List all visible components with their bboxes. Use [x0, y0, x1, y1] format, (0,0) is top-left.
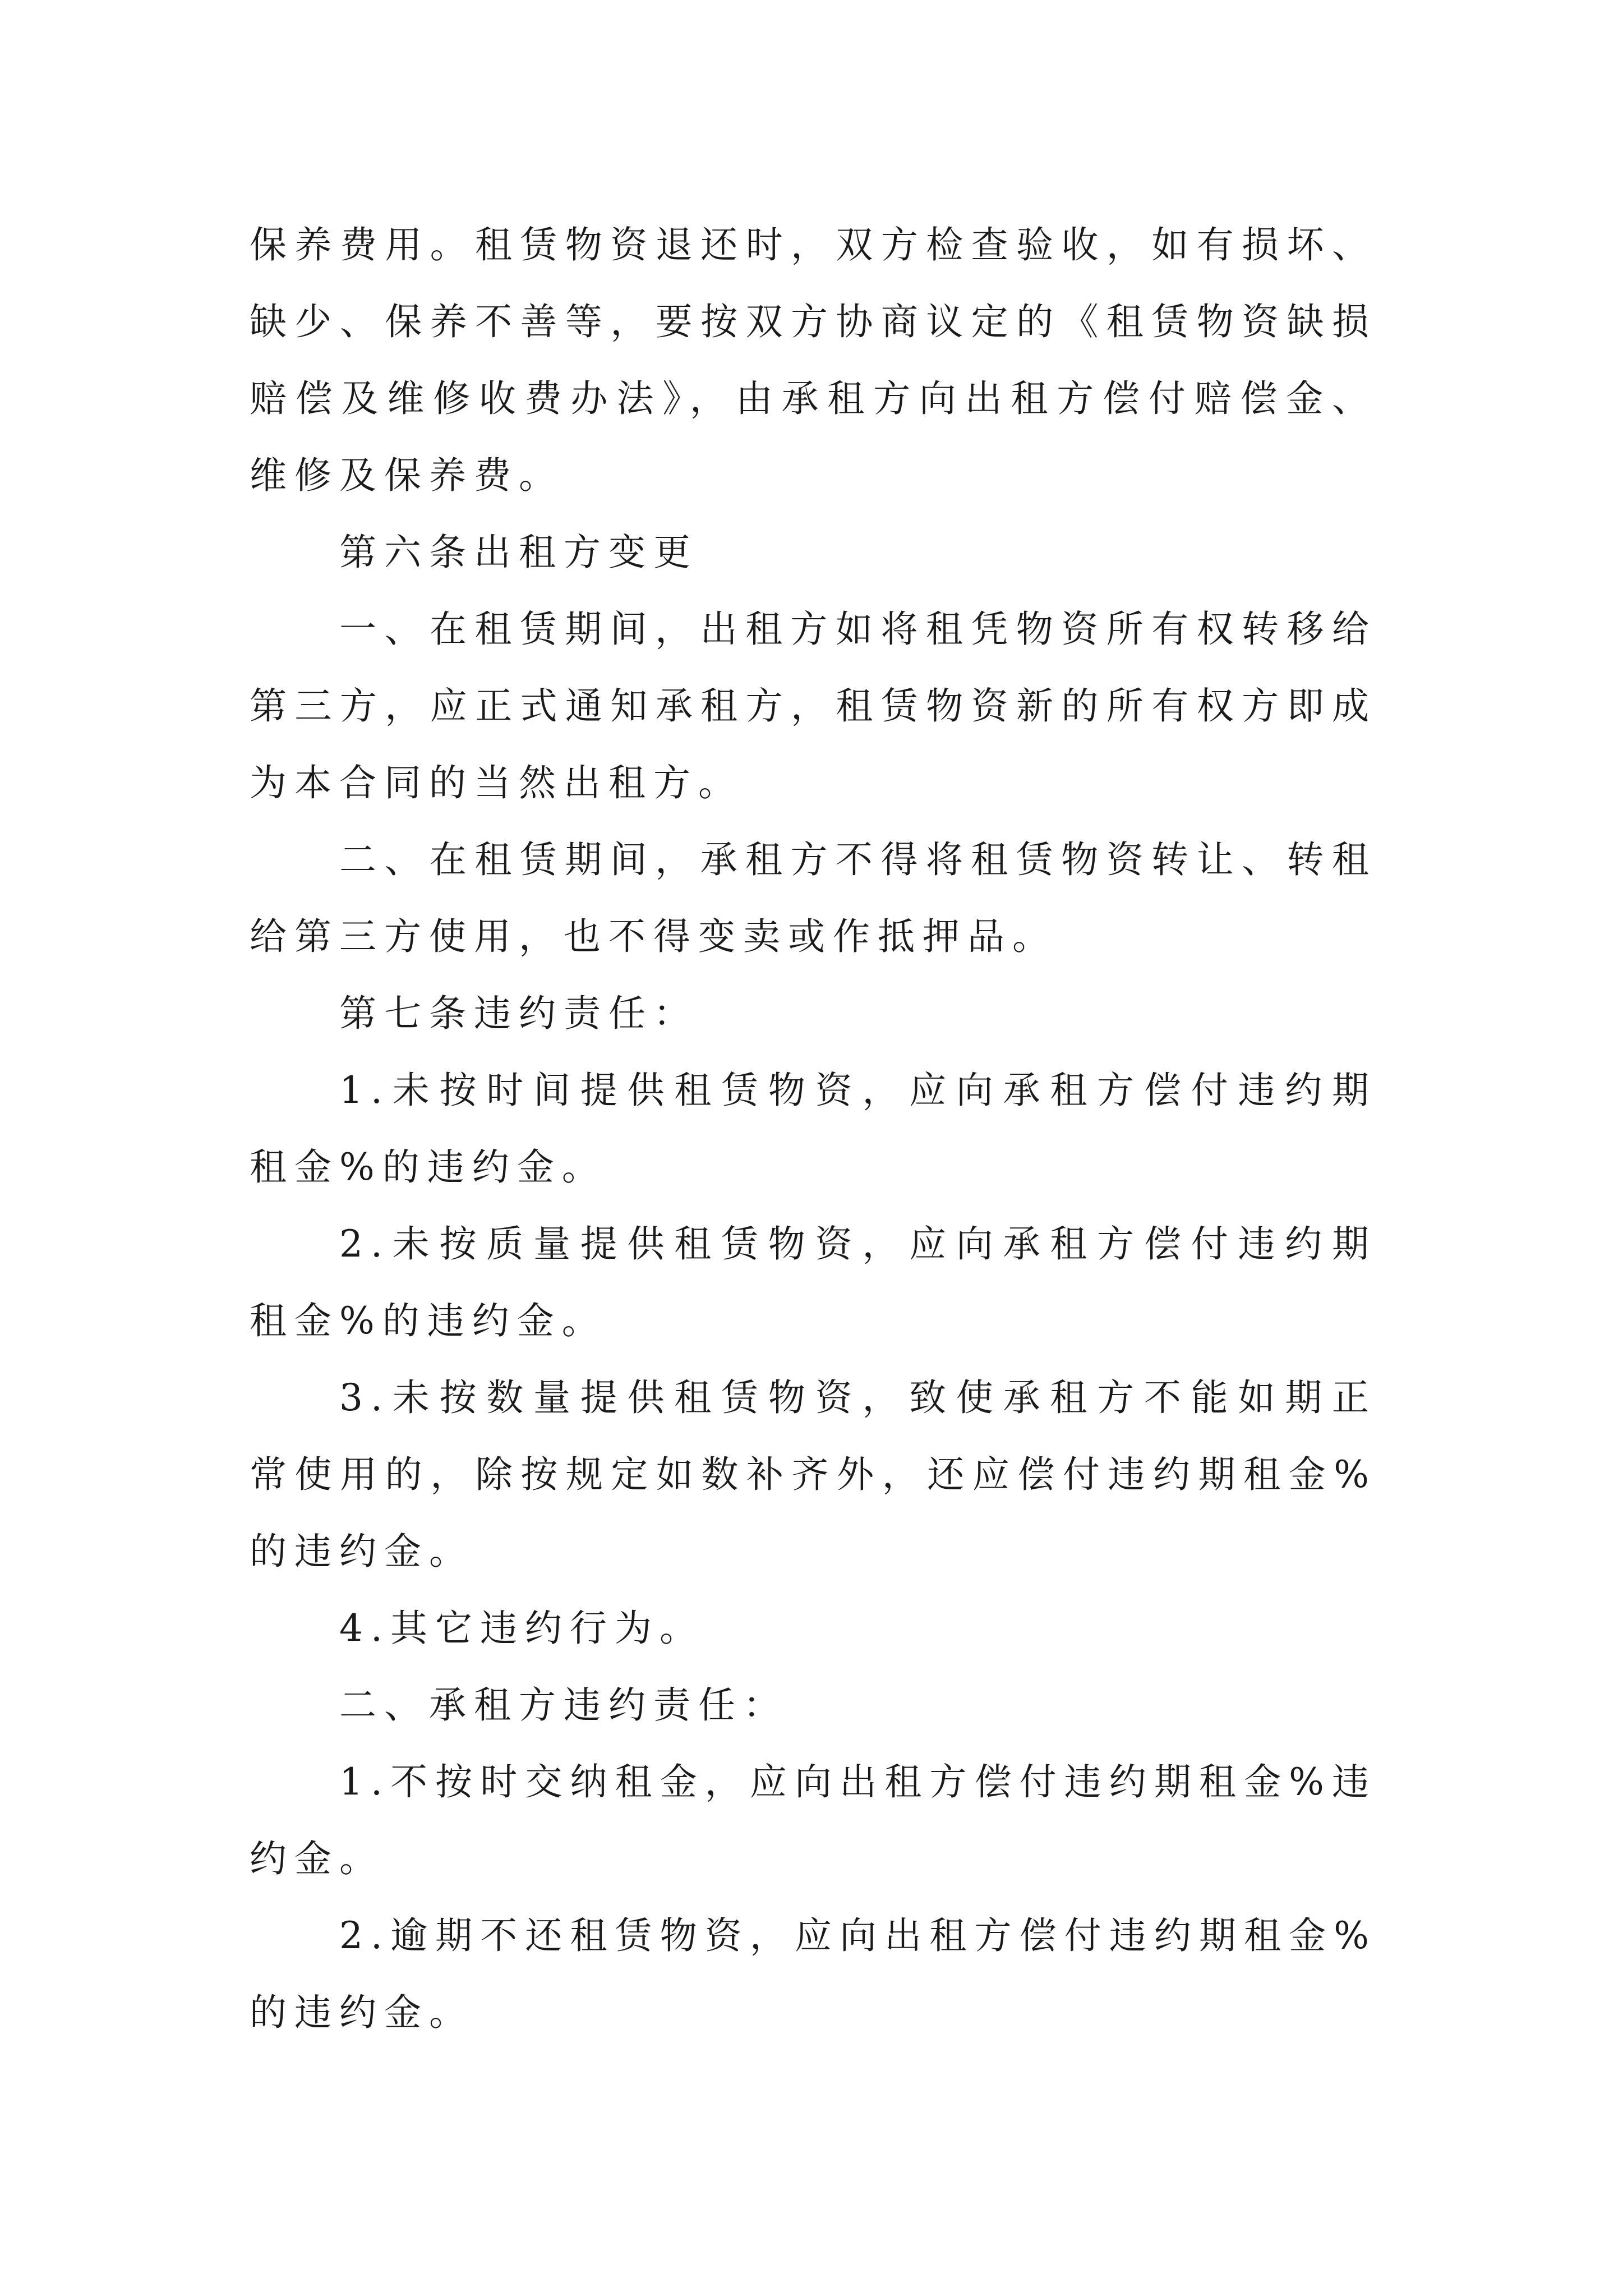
list-item: 2.未按质量提供租赁物资，应向承租方偿付违约期租金%的违约金。	[250, 1222, 1377, 1342]
paragraph: 二、在租赁期间，承租方不得将租赁物资转让、转租给第三方使用，也不得变卖或作抵押品。	[250, 838, 1377, 958]
list-item: 1.不按时交纳租金，应向出租方偿付违约期租金%违约金。	[250, 1760, 1377, 1880]
section-heading: 二、承租方违约责任：	[339, 1683, 788, 1727]
paragraph-continuation: 保养费用。租赁物资退还时，双方检查验收，如有损坏、缺少、保养不善等，要按双方协商议定的《租赁物资缺损赔偿及维修收费办法》，由承租方向出租方偿付赔偿金、维修及保养费。	[250, 223, 1377, 497]
article-heading-7: 第七条违约责任：	[339, 992, 698, 1035]
list-item: 3.未按数量提供租赁物资，致使承租方不能如期正常使用的，除按规定如数补齐外，还应偿付违约期租金%的违约金。	[250, 1376, 1377, 1573]
document-body	[250, 206, 1377, 2051]
paragraph: 一、在租赁期间，出租方如将租凭物资所有权转移给第三方，应正式通知承租方，租赁物资新的所有权方即成为本合同的当然出租方。	[250, 608, 1377, 804]
article-heading-6: 第六条出租方变更	[339, 531, 698, 574]
list-item: 1.未按时间提供租赁物资，应向承租方偿付违约期租金%的违约金。	[250, 1069, 1377, 1189]
list-item: 2.逾期不还租赁物资，应向出租方偿付违约期租金%的违约金。	[250, 1914, 1377, 2034]
list-item: 4.其它违约行为。	[339, 1607, 704, 1650]
